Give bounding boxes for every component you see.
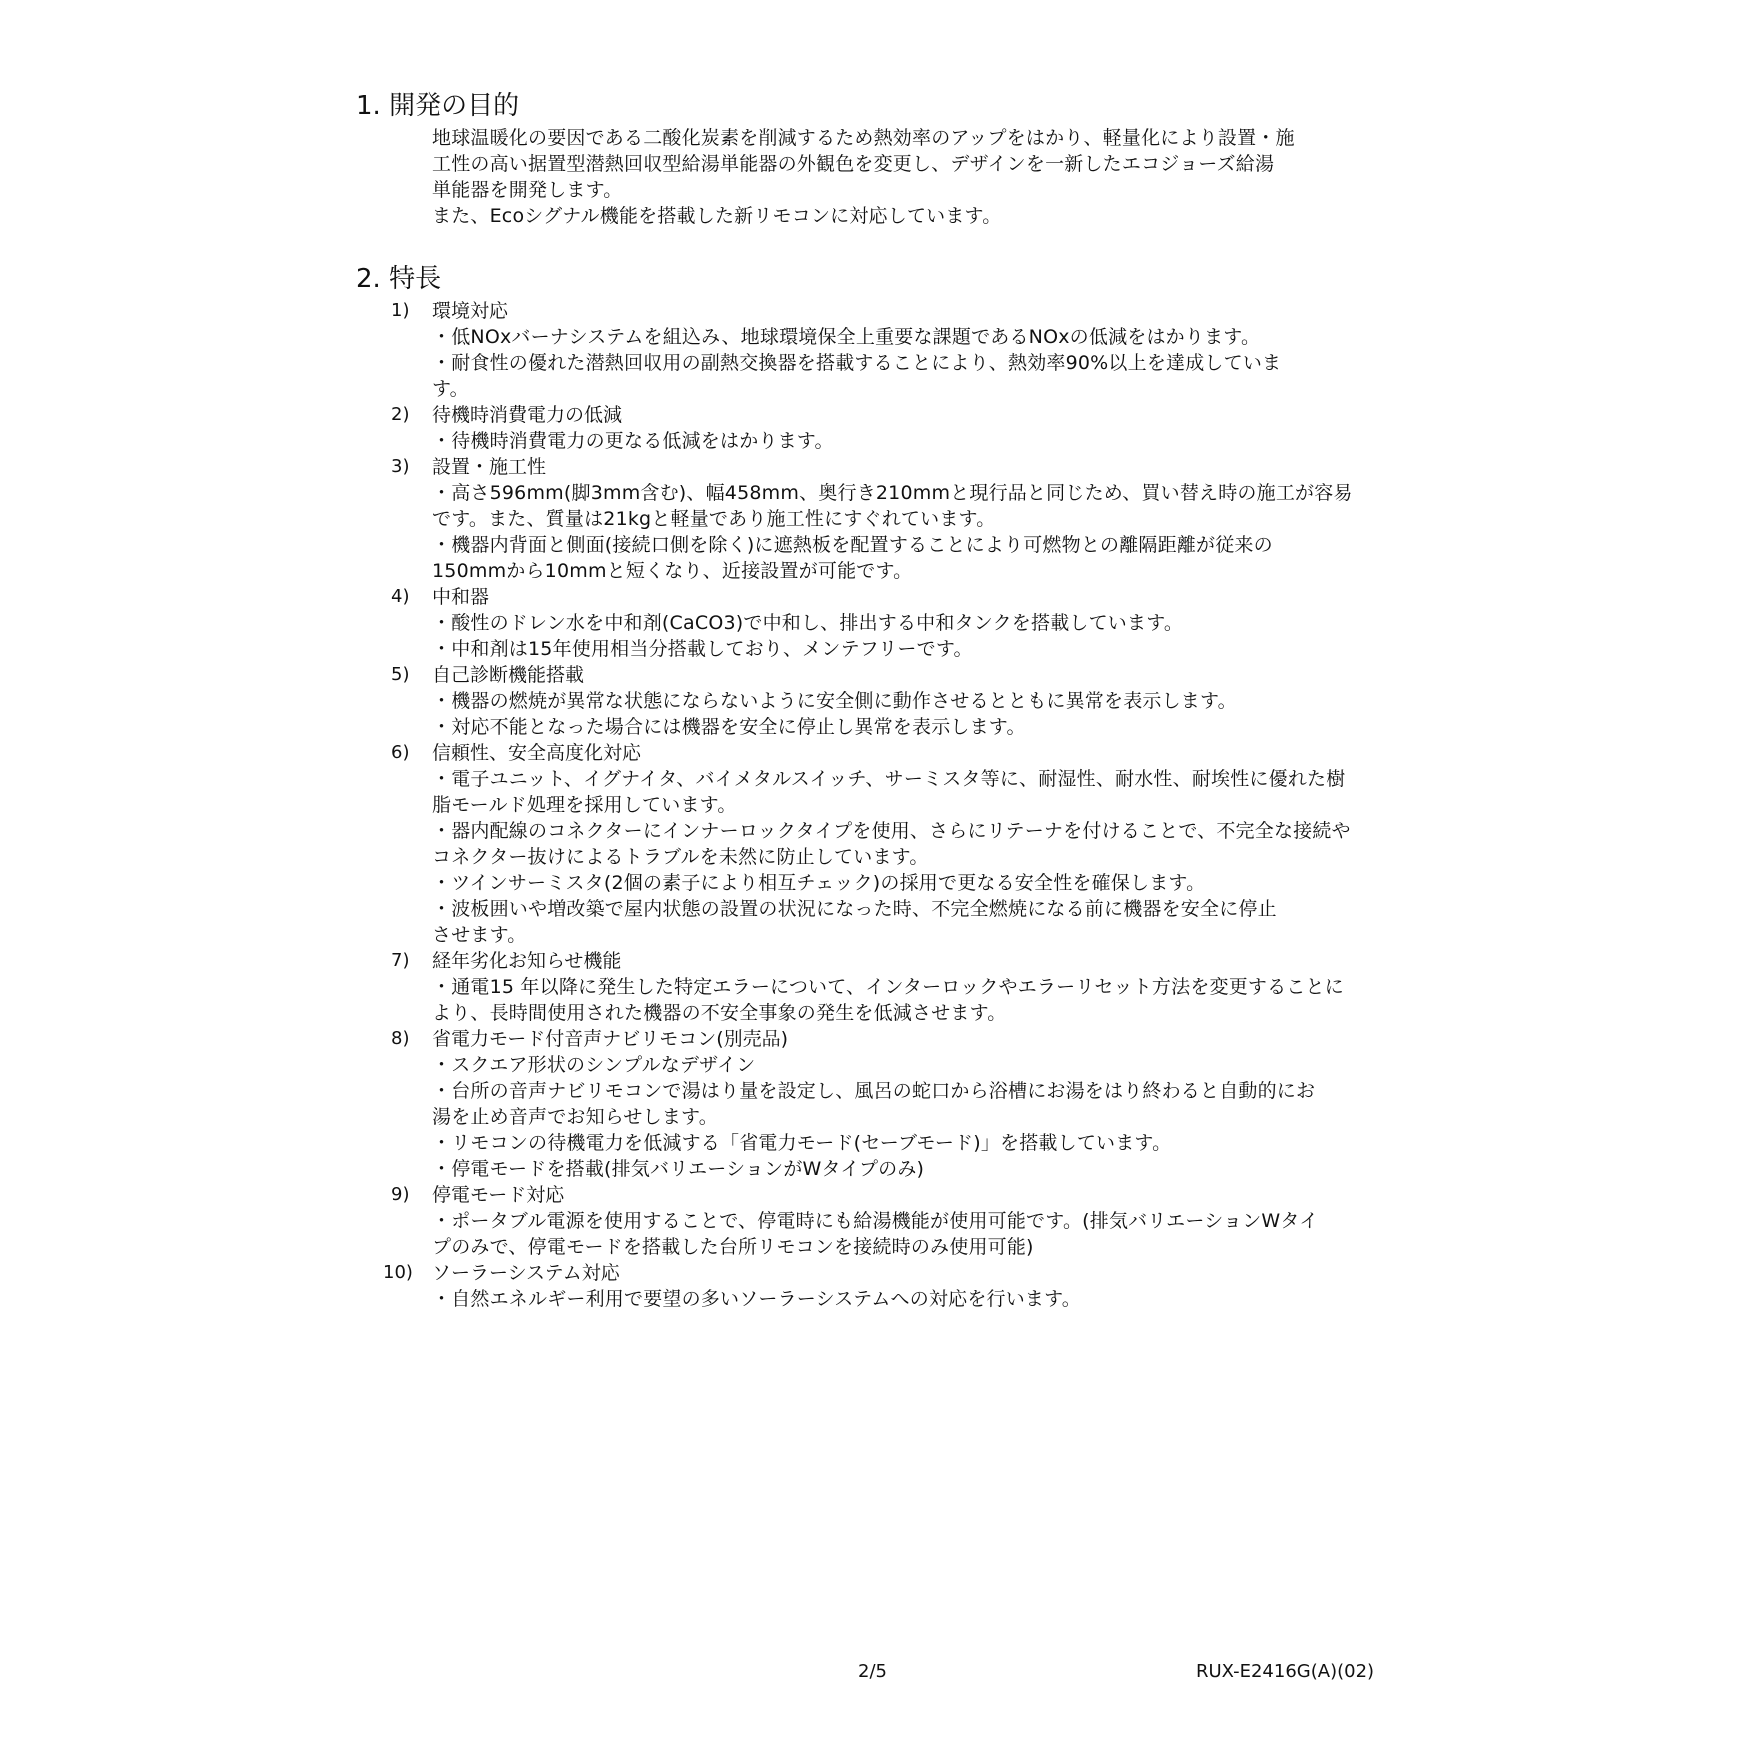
- item-line: ・機器内背面と側面(接続口側を除く)に遮熱板を配置することにより可燃物との離隔距離が従来の: [432, 534, 1273, 556]
- item-number: 8): [391, 1028, 410, 1049]
- section-1-line: 地球温暖化の要因である二酸化炭素を削減するため熱効率のアップをはかり、軽量化により設置・施: [432, 127, 1295, 149]
- item-number: 3): [391, 456, 410, 477]
- section-1-heading: 1. 開発の目的: [356, 91, 520, 121]
- item-line: ・スクエア形状のシンプルなデザイン: [432, 1054, 756, 1076]
- item-title: 省電力モード付音声ナビリモコン(別売品): [432, 1028, 789, 1050]
- item-number: 6): [391, 742, 410, 763]
- item-title: 経年劣化お知らせ機能: [432, 950, 622, 972]
- item-line: 湯を止め音声でお知らせします。: [432, 1106, 718, 1128]
- item-line: ・器内配線のコネクターにインナーロックタイプを使用、さらにリテーナを付けることで、不完全な接続や: [432, 820, 1351, 842]
- section-1-line: 単能器を開発します。: [432, 179, 623, 201]
- item-line: ・停電モードを搭載(排気バリエーションがWタイプのみ): [432, 1158, 925, 1180]
- item-line: ・自然エネルギー利用で要望の多いソーラーシステムへの対応を行います。: [432, 1288, 1082, 1310]
- item-line: ・ポータブル電源を使用することで、停電時にも給湯機能が使用可能です。(排気バリエーションWタイ: [432, 1210, 1319, 1232]
- item-number: 5): [391, 664, 410, 685]
- item-line: ・酸性のドレン水を中和剤(CaCO3)で中和し、排出する中和タンクを搭載しています。: [432, 612, 1184, 634]
- section-1-line: 工性の高い据置型潜熱回収型給湯単能器の外観色を変更し、デザインを一新したエコジョーズ給湯: [432, 153, 1275, 175]
- item-line: 150mmから10mmと短くなり、近接設置が可能です。: [432, 560, 913, 582]
- item-line: 脂モールド処理を採用しています。: [432, 794, 737, 816]
- item-line: ・機器の燃焼が異常な状態にならないように安全側に動作させるとともに異常を表示します。: [432, 690, 1237, 712]
- item-number: 7): [391, 950, 410, 971]
- item-line: ・高さ596mm(脚3mm含む)、幅458mm、奥行き210mmと現行品と同じため、買い替え時の施工が容易: [432, 482, 1353, 504]
- item-title: 自己診断機能搭載: [432, 664, 585, 686]
- item-line: プのみで、停電モードを搭載した台所リモコンを接続時のみ使用可能): [432, 1236, 1034, 1258]
- item-number: 2): [391, 404, 410, 425]
- item-line: ・ツインサーミスタ(2個の素子により相互チェック)の採用で更なる安全性を確保します。: [432, 872, 1206, 894]
- item-line: ・電子ユニット、イグナイタ、バイメタルスイッチ、サーミスタ等に、耐湿性、耐水性、耐埃性に優れた樹: [432, 768, 1346, 790]
- item-number: 4): [391, 586, 410, 607]
- item-number: 1): [391, 300, 410, 321]
- item-line: より、長時間使用された機器の不安全事象の発生を低減させます。: [432, 1002, 1007, 1024]
- item-line: ・台所の音声ナビリモコンで湯はり量を設定し、風呂の蛇口から浴槽にお湯をはり終わると自動的にお: [432, 1080, 1316, 1102]
- item-line: ・低NOxバーナシステムを組込み、地球環境保全上重要な課題であるNOxの低減をはかります。: [432, 326, 1261, 348]
- document-id: RUX-E2416G(A)(02): [1196, 1661, 1375, 1682]
- item-line: コネクター抜けによるトラブルを未然に防止しています。: [432, 846, 929, 868]
- item-line: ・波板囲いや増改築で屋内状態の設置の状況になった時、不完全燃焼になる前に機器を安全に停止: [432, 898, 1277, 920]
- page-number: 2/5: [858, 1661, 887, 1682]
- item-title: ソーラーシステム対応: [432, 1262, 620, 1284]
- item-title: 停電モード対応: [432, 1184, 565, 1206]
- item-title: 環境対応: [432, 300, 509, 322]
- item-title: 信頼性、安全高度化対応: [432, 742, 642, 764]
- item-number: 10): [383, 1262, 413, 1283]
- item-line: させます。: [432, 924, 527, 946]
- item-line: ・リモコンの待機電力を低減する「省電力モード(セーブモード)」を搭載しています。: [432, 1132, 1172, 1154]
- item-line: ・対応不能となった場合には機器を安全に停止し異常を表示します。: [432, 716, 1026, 738]
- section-1-line: また、Ecoシグナル機能を搭載した新リモコンに対応しています。: [432, 205, 1002, 227]
- item-title: 設置・施工性: [432, 456, 547, 478]
- item-title: 待機時消費電力の低減: [432, 404, 623, 426]
- item-line: ・中和剤は15年使用相当分搭載しており、メンテフリーです。: [432, 638, 973, 660]
- item-line: ・通電15 年以降に発生した特定エラーについて、インターロックやエラーリセット方法を変更することに: [432, 976, 1344, 998]
- item-line: す。: [432, 378, 469, 400]
- item-title: 中和器: [432, 586, 490, 608]
- item-line: ・待機時消費電力の更なる低減をはかります。: [432, 430, 834, 452]
- section-2-heading: 2. 特長: [356, 264, 442, 294]
- item-number: 9): [391, 1184, 410, 1205]
- item-line: ・耐食性の優れた潜熱回収用の副熱交換器を搭載することにより、熱効率90%以上を達成していま: [432, 352, 1282, 374]
- item-line: です。また、質量は21kgと軽量であり施工性にすぐれています。: [432, 508, 996, 530]
